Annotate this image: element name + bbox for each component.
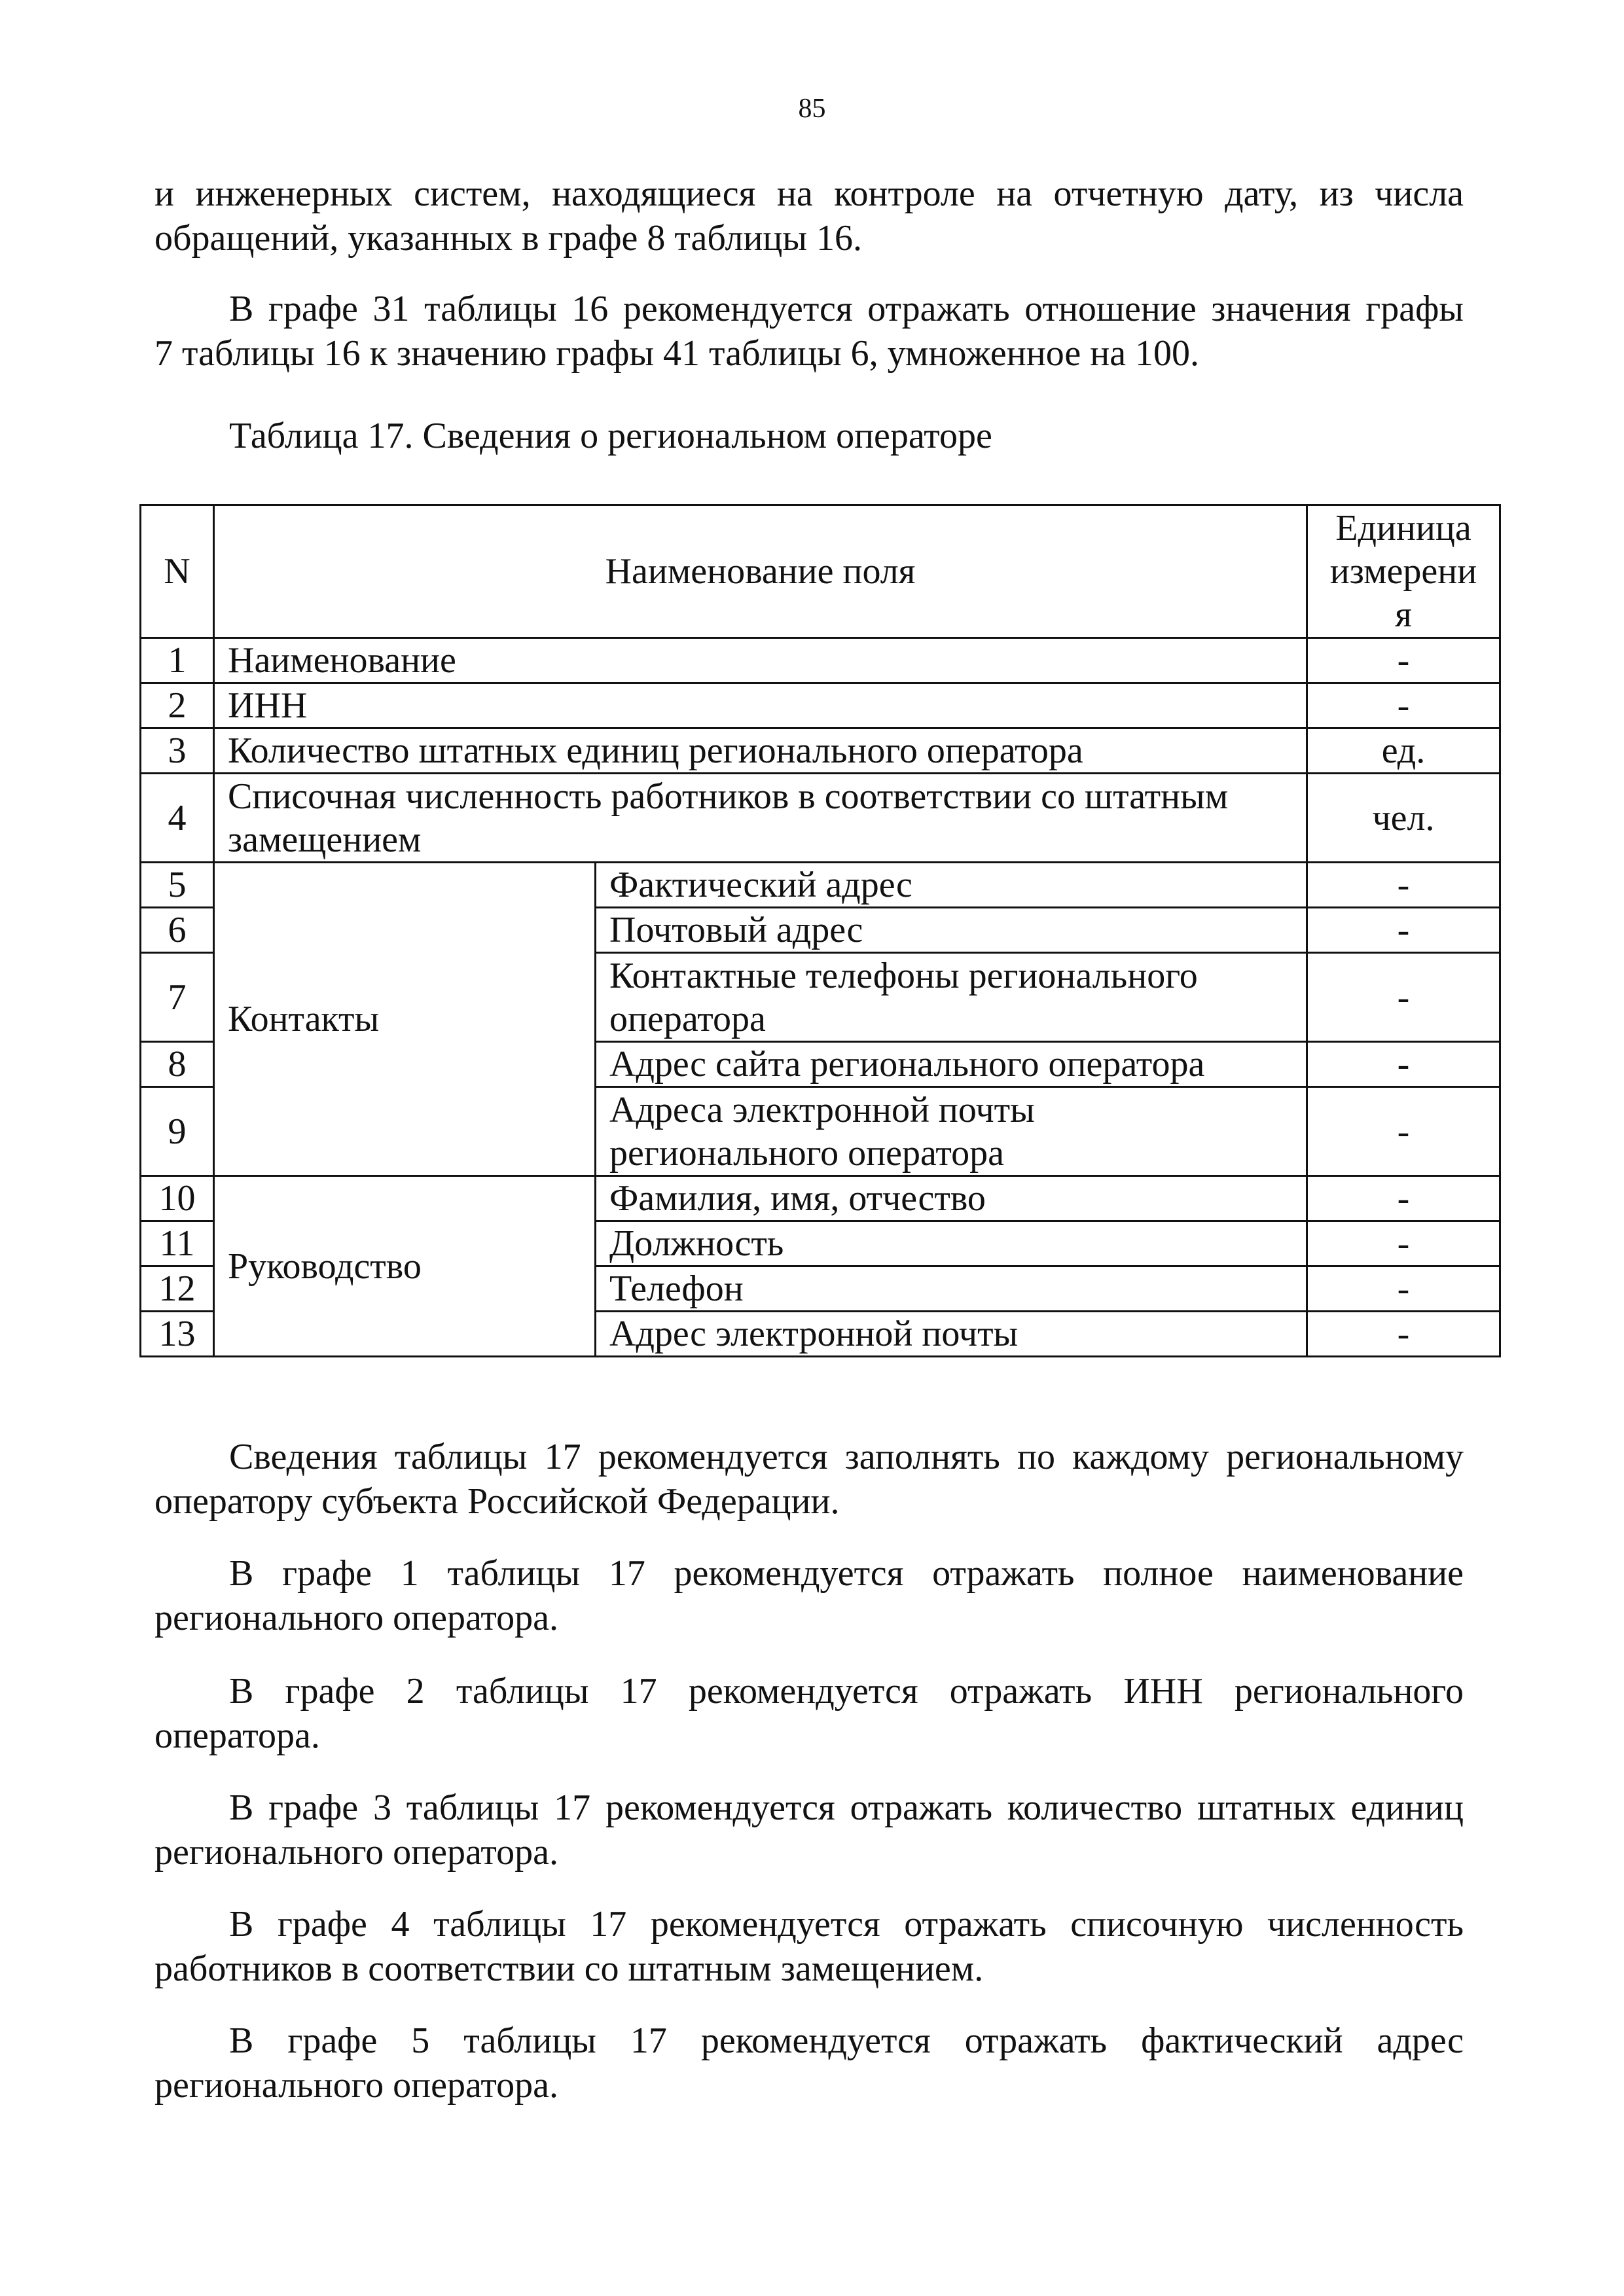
row-number: 1 bbox=[141, 638, 214, 683]
text-line: В графе 31 таблицы 16 рекомендуется отражать отношение значения графы bbox=[229, 289, 1464, 329]
field-name-line: регионального оператора bbox=[609, 1132, 1004, 1174]
row-unit: - bbox=[1307, 1087, 1500, 1176]
row-number: 10 bbox=[141, 1176, 214, 1221]
row-unit: - bbox=[1307, 953, 1500, 1042]
row-field-name bbox=[214, 774, 1307, 863]
row-field-name: Количество штатных единиц регионального оператора bbox=[214, 728, 1307, 774]
header-number: N bbox=[141, 505, 214, 638]
row-number: 6 bbox=[141, 908, 214, 953]
row-unit: - bbox=[1307, 1266, 1500, 1312]
row-unit: ед. bbox=[1307, 728, 1500, 774]
text-line: и инженерных систем, находящиеся на контроле на отчетную дату, из числа bbox=[154, 173, 1464, 214]
row-unit: - bbox=[1307, 1221, 1500, 1266]
text-line: регионального оператора. bbox=[154, 1598, 558, 1638]
regional-operator-table bbox=[139, 504, 1501, 1357]
table-caption: Таблица 17. Сведения о региональном операторе bbox=[229, 416, 992, 456]
text-line: работников в соответствии со штатным замещением. bbox=[154, 1948, 984, 1989]
row-field-name: ИНН bbox=[214, 683, 1307, 728]
text-line: В графе 4 таблицы 17 рекомендуется отражать списочную численность bbox=[229, 1904, 1464, 1945]
row-unit: чел. bbox=[1307, 774, 1500, 863]
text-line: В графе 5 таблицы 17 рекомендуется отражать фактический адрес bbox=[229, 2020, 1464, 2061]
header-field-name: Наименование поля bbox=[214, 505, 1307, 638]
row-unit: - bbox=[1307, 638, 1500, 683]
paragraph bbox=[154, 1669, 1464, 1758]
text-line: обращений, указанных в графе 8 таблицы 16. bbox=[154, 218, 863, 259]
header-unit-line: я bbox=[1395, 594, 1412, 635]
row-unit: - bbox=[1307, 863, 1500, 908]
row-number: 4 bbox=[141, 774, 214, 863]
header-unit-line: измерени bbox=[1329, 551, 1477, 592]
paragraph bbox=[154, 1435, 1464, 1524]
page-number: 85 bbox=[798, 94, 826, 124]
table-row bbox=[141, 683, 1500, 728]
row-unit: - bbox=[1307, 908, 1500, 953]
text-line: регионального оператора. bbox=[154, 1832, 558, 1873]
paragraph bbox=[154, 1551, 1464, 1640]
row-number: 13 bbox=[141, 1312, 214, 1357]
field-name-line: оператора bbox=[609, 998, 766, 1039]
field-name-line: замещением bbox=[228, 819, 422, 860]
paragraph bbox=[154, 1902, 1464, 1991]
row-unit: - bbox=[1307, 1042, 1500, 1087]
text-line: оператору субъекта Российской Федерации. bbox=[154, 1481, 840, 1522]
row-unit: - bbox=[1307, 1312, 1500, 1357]
row-field-name: Фактический адрес bbox=[596, 863, 1307, 908]
header-unit-line: Единица bbox=[1335, 508, 1471, 548]
paragraph-column-31 bbox=[154, 287, 1464, 376]
group-management: Руководство bbox=[214, 1176, 596, 1357]
header-unit bbox=[1307, 505, 1500, 638]
row-number: 11 bbox=[141, 1221, 214, 1266]
row-unit: - bbox=[1307, 1176, 1500, 1221]
row-number: 7 bbox=[141, 953, 214, 1042]
row-field-name: Наименование bbox=[214, 638, 1307, 683]
table-header-row bbox=[141, 505, 1500, 638]
row-field-name: Почтовый адрес bbox=[596, 908, 1307, 953]
text-line: В графе 2 таблицы 17 рекомендуется отражать ИНН регионального bbox=[229, 1671, 1464, 1712]
row-field-name: Телефон bbox=[596, 1266, 1307, 1312]
row-field-name: Фамилия, имя, отчество bbox=[596, 1176, 1307, 1221]
row-number: 12 bbox=[141, 1266, 214, 1312]
text-line: В графе 1 таблицы 17 рекомендуется отражать полное наименование bbox=[229, 1553, 1464, 1594]
row-field-name: Должность bbox=[596, 1221, 1307, 1266]
row-unit: - bbox=[1307, 683, 1500, 728]
row-number: 2 bbox=[141, 683, 214, 728]
field-name-line: Адреса электронной почты bbox=[609, 1089, 1035, 1130]
text-line: регионального оператора. bbox=[154, 2065, 558, 2106]
text-line: Сведения таблицы 17 рекомендуется заполнять по каждому региональному bbox=[229, 1437, 1464, 1477]
table-row bbox=[141, 1176, 1500, 1221]
text-line: оператора. bbox=[154, 1715, 320, 1756]
field-name-line: Списочная численность работников в соответствии со штатным bbox=[228, 776, 1229, 817]
field-name-line: Контактные телефоны регионального bbox=[609, 955, 1198, 996]
text-line: В графе 3 таблицы 17 рекомендуется отражать количество штатных единиц bbox=[229, 1787, 1464, 1828]
row-field-name bbox=[596, 953, 1307, 1042]
row-number: 8 bbox=[141, 1042, 214, 1087]
table-row bbox=[141, 728, 1500, 774]
paragraph bbox=[154, 2018, 1464, 2108]
row-field-name: Адрес электронной почты bbox=[596, 1312, 1307, 1357]
table-row bbox=[141, 774, 1500, 863]
top-paragraph bbox=[154, 171, 1464, 260]
table-row bbox=[141, 638, 1500, 683]
table-row bbox=[141, 863, 1500, 908]
row-number: 9 bbox=[141, 1087, 214, 1176]
row-field-name bbox=[596, 1087, 1307, 1176]
paragraph bbox=[154, 1785, 1464, 1874]
row-number: 3 bbox=[141, 728, 214, 774]
row-field-name: Адрес сайта регионального оператора bbox=[596, 1042, 1307, 1087]
group-contacts: Контакты bbox=[214, 863, 596, 1176]
text-line: 7 таблицы 16 к значению графы 41 таблицы 6, умноженное на 100. bbox=[154, 333, 1200, 374]
row-number: 5 bbox=[141, 863, 214, 908]
